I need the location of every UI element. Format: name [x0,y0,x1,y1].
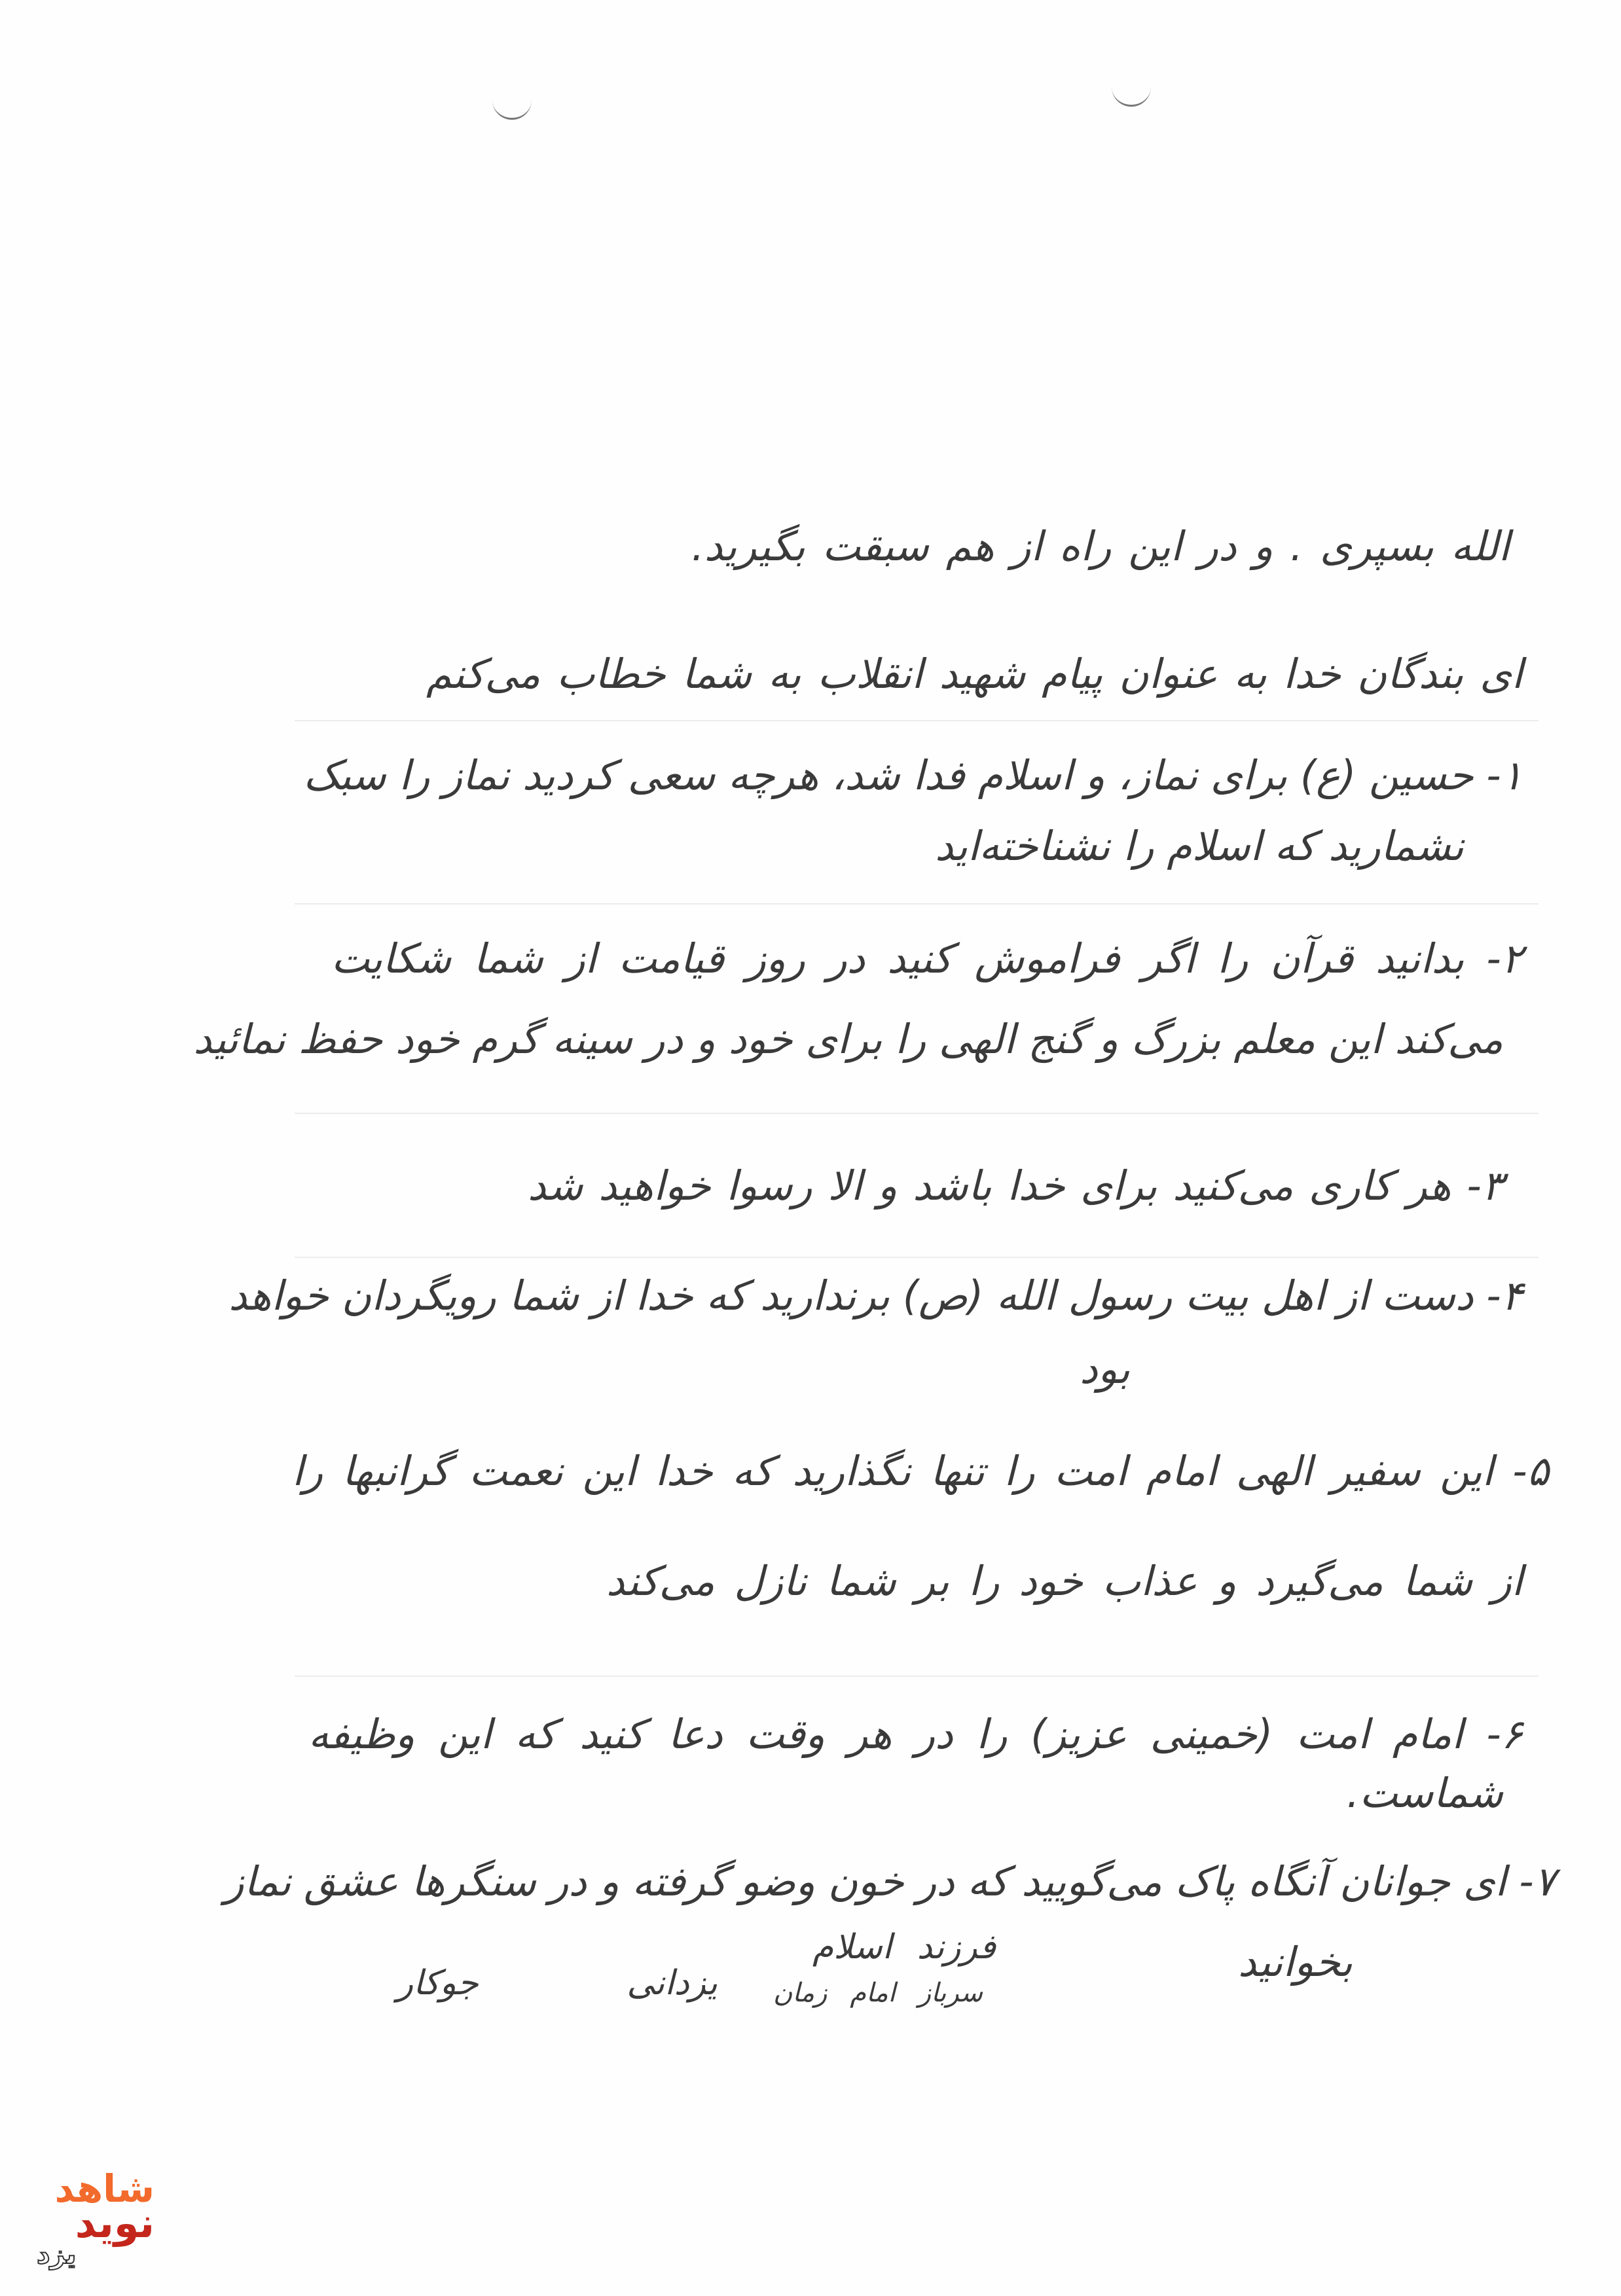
ruled-line [295,720,1539,721]
text-line-7: ۳- هر کاری می‌کنید برای خدا باشد و الا رسوا خواهید شد [528,1162,1503,1210]
text-line-6: می‌کند این معلم بزرگ و گنج الهی را برای خود و در سینه گرم خود حفظ نمائید [193,1015,1503,1063]
shahed-navid-yazd-logo [37,2166,155,2278]
text-line-4: نشمارید که اسلام را نشناخته‌اید [935,822,1464,870]
punch-hole-mark [1112,85,1151,107]
text-line-13: شماست. [1346,1769,1503,1817]
logo-text-navid: نوید [75,2199,155,2247]
signature-title-2: سرباز امام زمان [773,1978,983,2008]
text-line-11: از شما می‌گیرد و عذاب خود را بر شما نازل می‌کند [606,1557,1523,1605]
text-line-10: ۵- این سفیر الهی امام امت را تنها نگذارید که خدا این نعمت گرانبها را [292,1447,1549,1495]
text-line-8: ۴- دست از اهل بیت رسول الله (ص) برندارید که خدا از شما رویگردان خواهد [228,1272,1523,1319]
punch-hole-mark [492,98,532,120]
text-line-9: بود [1080,1345,1130,1393]
ruled-line [295,1676,1539,1677]
text-line-12: ۶- امام امت (خمینی عزیز) را در هر وقت دعا کنید که این وظیفه [308,1710,1523,1758]
ruled-line [295,1113,1539,1114]
text-line-15: بخوانید [1237,1938,1353,1986]
ruled-line [295,1257,1539,1258]
text-line-3: ۱- حسین (ع) برای نماز، و اسلام فدا شد، هرچه سعی کردید نماز را سبک [303,751,1523,799]
signature-name: یزدانی جوکار [397,1964,718,2003]
signature-title-1: فرزند اسلام [812,1928,996,1967]
text-line-1: الله بسپری . و در این راه از هم سبقت بگیرید. [691,522,1510,570]
logo-text-shahed: شاهد [54,2166,155,2211]
text-line-14: ۷- ای جوانان آنگاه پاک می‌گویید که در خون وضو گرفته و در سنگرها عشق نماز [224,1857,1556,1905]
logo-text-yazd: یزد [37,2240,77,2270]
ruled-line [295,903,1539,905]
text-line-2: ای بندگان خدا به عنوان پیام شهید انقلاب به شما خطاب می‌کنم [426,650,1523,698]
text-line-5: ۲- بدانید قرآن را اگر فراموش کنید در روز قیامت از شما شکایت [331,935,1523,982]
